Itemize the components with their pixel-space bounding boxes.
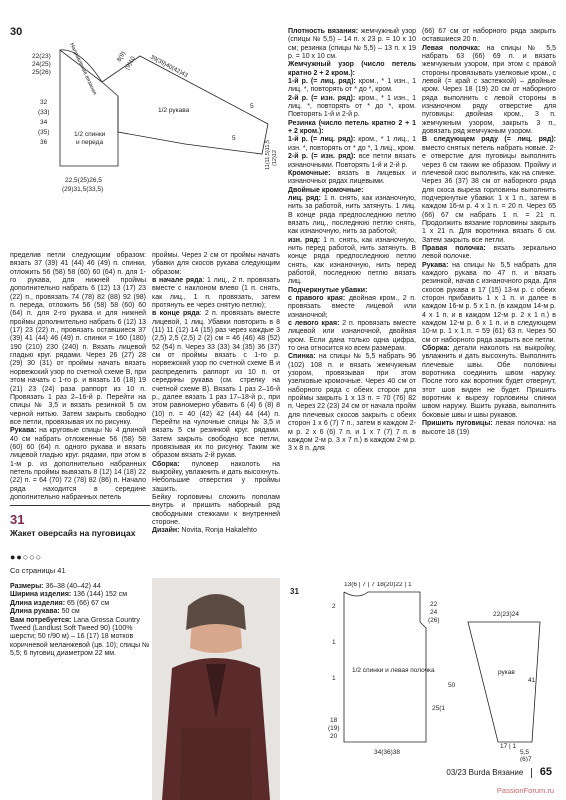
back-heading: Спинка:	[288, 353, 316, 361]
rib-r2: все петли вязать изнаночными. Повторять 1-й и 2-й р.	[288, 153, 416, 169]
jacket-left-1b: 1	[332, 675, 336, 682]
cuff-right-2: (12)12	[272, 150, 278, 166]
sleeve-bottom-label-3: (6)7	[520, 756, 532, 762]
double-edge-r1-heading: лиц. ряд:	[288, 194, 321, 202]
neck-label-3: 25(26)	[32, 69, 51, 76]
hem-label: 22,5(25)26,5	[65, 177, 102, 184]
decrease-left: 2 п. провязать вместе лицевой или изнаночной, двойная кром. Если дана только одна цифра, то она относится ко всем размерам.	[288, 320, 416, 353]
side-35: (35)	[38, 129, 50, 136]
hem-label-2: (29)31,5(33,5)	[62, 186, 104, 193]
sleeve-value: 50 см	[59, 608, 80, 616]
materials-value: Lana Grossa Country Tweed (Landlust Soft Tweed 90) (100% шерсти; 50 г/90 м) – 16 (17) 18 мотков коричневой меланжевой (цв. 10); спицы № 5,5; 6 пуговиц диаметром 22 мм.	[10, 616, 150, 658]
pearl-r2: кром., * 1 изн., 1 лиц. *, повторять от * до *, кром. Повторять 1-й и 2-й р.	[288, 94, 416, 119]
double-edge-heading: Двойные кромочные:	[288, 186, 364, 194]
page-footer	[446, 766, 552, 778]
decrease-right-heading: с правого края:	[288, 295, 346, 302]
rib-r2-heading: 2-й р. (= изн. ряд):	[288, 153, 356, 161]
pearl-r1-heading: 1-й р. (= лиц. ряд):	[288, 78, 356, 86]
project-number: 31	[10, 512, 25, 527]
footer-page-number: 65	[539, 766, 552, 778]
row-start-text: : 1 лиц., 2 п. провязать вместе с наклоном влево (1 п. снять, как лиц., 1 п. провязать, затем протянуть ее через снятую петлю);	[152, 277, 280, 310]
project-title: Жакет оверсайз на пуговицах	[10, 528, 136, 538]
col1-text	[10, 252, 146, 502]
pearl-r1: кром., * 1 изн., 1 лиц. *, повторять от * до *, кром.	[288, 78, 416, 94]
row-end-text: : 2 п. провязать вместе лицевой, 1 лиц. Убавки повторить в 8 (11) 11 (12) 14 (15) раз через каждые 3 (2,5) 2,5 (2,5) 2 (2) см = 46 (46) 48 (52) 52 (54) п. Через 33 (33) 34 (35) 36 (37) см от проймы вязать с 1-го р. норвежский узор по счетной схеме В и распределить раппорт из 10 п. от середины рукава (см. стрелку на счетной схеме В). Вязать 1 раз 2–16-й р., далее вязать 1 раз 17–18-й р., при этом равномерно убавить 6 (4) 6 (8) 8 (10) п. = 40 (42) 42 (44) 44 (44) п. Перейти на чулочные спицы № 3,5 и вязать 5 см резинкой круг. рядами. Затем закрыть свободно все петли, провязывая их по рисунку. Таким же образом вязать 2-й рукав.	[152, 310, 280, 460]
buttons-heading: Пришить пуговицы:	[422, 420, 493, 428]
width-heading: Ширина изделия:	[10, 591, 72, 599]
footer-issue: 03/23	[446, 768, 467, 777]
sleeve-heading: Длина рукава:	[10, 608, 60, 616]
jacket-right-label: 25(1	[432, 705, 446, 712]
double-edge-r2-heading: изн. ряд:	[288, 236, 321, 244]
density-text: жемчужный узор (спицы № 5,5) – 14 п. x 23 р. = 10 x 10 см; резинка (спицы № 5,5) – 13 п. x 19 р. = 10 x 10 см.	[288, 28, 416, 61]
shoulder-a: 8(9)	[116, 50, 128, 63]
sleeve-side-label: 41	[528, 677, 536, 684]
col2-text	[152, 252, 280, 536]
decrease-heading: Подчеркнутые убавки:	[288, 286, 368, 294]
sleeves-heading: Рукава:	[10, 427, 37, 435]
edge-heading: Кромочные:	[288, 169, 331, 177]
jacket-left-20: 20	[330, 733, 338, 740]
length-heading: Длина изделия:	[10, 599, 66, 607]
sleeve-half-label: 1/2 рукава	[158, 107, 190, 114]
footer-separator	[531, 768, 532, 778]
sleeve-bottom-label-2: 5,5	[520, 749, 530, 756]
col1-body: пределив петли следующим образом: вязать 37 (39) 41 (44) 46 (49) п. спинки, отложить 56 (58) 58 (60) 60 (64) п. для 1-го рукава, для нижней проймы дополнительно набрать 6 (12) 13 (17) 23 (22) п., провязать 74 (78) 82 (88) 92 (98) п. переда, отложить 56 (58) 58 (60) 60 (64) п. для 2-го рукава и для нижней проймы дополнительно набрать 6 (12) 13 (17) 23 (22) п., провязать оставшиеся 37 (39) 41 (44) 46 (49) п. спинки = 160 (180) 190 (210) 230 (240) п. Вязать лицевой гладью круг. рядами. Через 26 (27) 28 (29) 30 (31) от проймы начать вязать норвежский узор по счетной схеме В, при этом начать с 1-го р. и вязать 16 (18) 19 (21) 23 (24) раза раппорт из 10 п. Провязать 1 раз 2–16-й р. Перейти на спицы № 3,5 и вязать резинкой 5 см черной нитью. Затем закрыть свободно все петли, провязывая их по рисунку.	[10, 252, 146, 426]
sleeve-measure: 39(39)40(42)43	[149, 54, 189, 80]
col3-text	[288, 28, 416, 454]
materials-heading: Вам потребуется:	[10, 616, 72, 624]
row-start-heading: в начале ряда	[152, 277, 203, 285]
left-front-text: на спицы № 5,5 набрать 63 (66) 69 п. и вязать жемчужным узором, при этом с правой стороны провязывать узелковые кром., с левой (= край с застежкой) – двойные кром. Через 18 (19) 20 см от наборного ряда выполнить с левой стороны в изнаночном ряду отверстие для пуговицы: двойная кром., 3 п. жемчужным узором, закрыть 3 п., довязать ряд жемчужным узором.	[422, 44, 556, 136]
cuff-5: 5	[250, 103, 254, 110]
buttons-text: левая полочка: на высоте 18 (19)	[422, 420, 556, 436]
difficulty-rating: ●●○○○	[10, 552, 43, 562]
col4-intro: (66) 67 см от наборного ряда закрыть оставшиеся 20 п.	[422, 28, 556, 44]
pearl-heading: Жемчужный узор (число петель кратно 2 + 2 кром.):	[288, 61, 416, 77]
rib-heading: Резинка (число петель кратно 2 + 1 + 2 кром.):	[288, 119, 416, 136]
jacket-sleeves-heading: Рукава:	[422, 261, 449, 269]
pearl-r2-heading: 2-й р. (= изн. ряд):	[288, 94, 356, 102]
next-row-text: вместо снятых петель набрать новые. 2-е отверстие для пуговицы выполнить через 6 см таким же образом. Пройму и плечевой скос выполнить, как на спинке. Через 36 (37) 38 см от наборного ряда для скоса выреза горловины выполнить подчеркнутые убавки: 1 x 1 п., затем в каждом 16-м р. 4 x 1 п. = 20 п. Через 65 (66) 67 см набрать 1 п. = 21 п. Продолжить вязание горловины закрыть 1 x 21 п. Для воротника вязать 6 см. Затем закрыть все петли.	[422, 144, 556, 244]
cuff-right: 11(11,5)11,5	[265, 140, 271, 170]
double-edge-r1: 1 п. снять, как изнаночную, нить за работой, нить затянуть. 1 лиц. В конце ряда предпоследнюю петлю вязать лиц., последнюю петлю снять, как изнаночную, нить за работой;	[288, 194, 416, 236]
side-32: 32	[40, 99, 48, 106]
design-heading: Дизайн:	[152, 527, 180, 535]
jacket-sleeves-text: на спицы № 5,5 набрать для каждого рукава по 47 п. и вязать резинкой, начав с изнаночного ряда. Для скосов рукава в 17 (15) 13-м р. с обеих сторон прибавить 1 x 1 п. и далее в каждом 16-м р. 5 x 1 п. (в каждом 14-м р. 4 x 1 п. и в каждом 12-м р. 2 x 1 п.) в каждом 12-м р. 6 x 1 п. и в следующем 10-м р. 1 x 1 п. = 59 (61) 63 п. Через 50 см от наборного ряда закрыть все петли.	[422, 261, 556, 344]
assembly-text-2: Бейку горловины сложить пополам внутрь и пришить наборный ряд свободными стежками к внутренней стороне.	[152, 493, 280, 526]
footer-magazine: Burda Вязание	[468, 768, 524, 777]
direction-label: Направление вязания	[68, 42, 98, 96]
body-half-label-2: и переда	[76, 139, 104, 146]
sweater-schematic	[10, 36, 280, 211]
body-half-label-1: 1/2 спинки	[74, 131, 106, 138]
decrease-right: двойная кром., 2 п. провязать вместе лицевой или изнаночной;	[288, 295, 416, 319]
sleeve-outline	[102, 56, 268, 154]
side-36: 36	[40, 139, 48, 146]
left-front-heading: Левая полочка:	[422, 44, 481, 52]
model-photo	[152, 578, 280, 800]
width-value: 136 (144) 152 см	[71, 591, 128, 599]
next-row-heading: В следующем ряду (= лиц. ряд):	[422, 136, 556, 144]
jacket-left-18: 18	[330, 717, 338, 724]
sizes-heading: Размеры:	[10, 583, 44, 590]
design-text: Novita, Ronja Hakalehto	[179, 527, 257, 535]
right-front-text: вязать зеркально левой полочке.	[422, 244, 556, 261]
right-front-heading: Правая полочка:	[422, 244, 486, 252]
jacket-top-labels: 13(6 | 7 | 7 18(20)22 | 1	[344, 582, 412, 588]
sleeve-bottom-label: 17 | 1	[500, 743, 517, 750]
assembly-heading: Сборка:	[152, 460, 180, 468]
jacket-width-label: 34(36)38	[374, 749, 401, 756]
body-outline	[60, 50, 118, 166]
length-value: 65 (66) 67 см	[65, 599, 110, 607]
assembly-text: пуловер наколоть на выкройку, увлажнить и дать высохнуть. Небольшие отверстия у проймы зашить.	[152, 460, 280, 493]
jacket-left-24: 24	[430, 609, 438, 616]
jacket-assembly-text: детали наколоть на выкройку, увлажнить и дать высохнуть. Выполнить плечевые швы. Обе половины воротника соединить швом наружу. После того как воротник будет отвернут, этот шов виден не будет. Пришить воротник к вырезу горловины спинки швом наружу. Вшить рукава, выполнить боковые швы и швы рукавов.	[422, 345, 556, 419]
neck-label-2: 24(25)	[32, 61, 51, 68]
page-reference: Со страницы 41	[10, 566, 66, 575]
jacket-left-19: (19)	[328, 725, 340, 732]
col4-text	[422, 28, 556, 437]
side-34: 34	[40, 119, 48, 126]
back-text: на спицы № 5,5 набрать 96 (102) 108 п. и вязать жемчужным узором, провязывая при этом узелковые кромочные. Через 40 см от наборного ряда с обеих сторон для проймы закрыть 1 x 13 п. = 70 (76) 82 п. Через 22 (23) 24 см от начала пройм для плечевых скосов закрыть с обеих сторон 1 x 6 (7) 7 п., затем в каждом 2-м р. 2 x 6 (6) 7 п. и 1 x 7 (7) 7 п. в каждом 2-м р. 3 x 7 п.) в каждом 2-м р. 3 x 8 п. для	[288, 353, 416, 453]
row-end-heading: в конце ряда	[152, 310, 200, 318]
shoulder-b: (9)10	[124, 55, 137, 71]
density-heading: Плотность вязания:	[288, 28, 359, 35]
jacket-diagram-number: 31	[290, 587, 299, 596]
rib-r1-heading: 1-й р. (= лиц. ряд):	[288, 136, 356, 144]
jacket-schematic	[288, 582, 558, 762]
jacket-left-1: 1	[332, 639, 336, 646]
jacket-assembly-heading: Сборка:	[422, 345, 450, 353]
neck-label-1: 22(23)	[32, 53, 51, 60]
side-33: (33)	[38, 109, 50, 116]
sleeve-top-label: 22(23)24	[493, 611, 520, 618]
jacket-left-50: 50	[448, 682, 456, 689]
watermark: PassionForum.ru	[496, 786, 554, 795]
sleeve-label: рукав	[498, 669, 515, 676]
decrease-left-heading: с левого края:	[288, 320, 340, 328]
sleeves-text: на круговые спицы № 4 длиной 40 см набрать отложенные 56 (58) 58 (60) 60 (64) п. одного рукава и вязать лицевой гладью круг. рядами, при этом в 1-м р. из дополнительно набранных петель проймы вывязать 8 (12) 14 (18) 22 (22) п. = 64 (70) 72 (78) 82 (86) п. Начало ряда находится в середине дополнительно набранных петель	[10, 427, 146, 501]
cuff-5b: 5	[232, 135, 236, 142]
jacket-body-label: 1/2 спинки и левая полочка	[352, 667, 435, 674]
page-number-left: 30	[10, 26, 23, 38]
rib-r1: кром., * 1 лиц., 1 изн. *, повторять от * до *, 1 лиц., кром.	[288, 136, 416, 152]
section-divider	[10, 505, 150, 506]
col2-intro: проймы. Через 2 см от проймы начать убавки для скосов рукава следующим образом:	[152, 252, 280, 276]
jacket-left-2: 2	[332, 603, 336, 610]
sizes-value: 36–38 (40–42) 44	[43, 583, 101, 590]
jacket-left-26: (26)	[428, 617, 440, 624]
project-specs	[10, 583, 150, 659]
double-edge-r2: 1 п. снять, как изнаночную, нить перед работой, нить затянуть. В конце ряда предпоследнюю петлю снять, как изнаночную, нить перед работой, последнюю петлю вязать лиц.	[288, 236, 416, 286]
edge-text: вязать в лицевых и изнаночных рядах лицевыми.	[288, 169, 416, 186]
jacket-left-22: 22	[430, 601, 438, 608]
